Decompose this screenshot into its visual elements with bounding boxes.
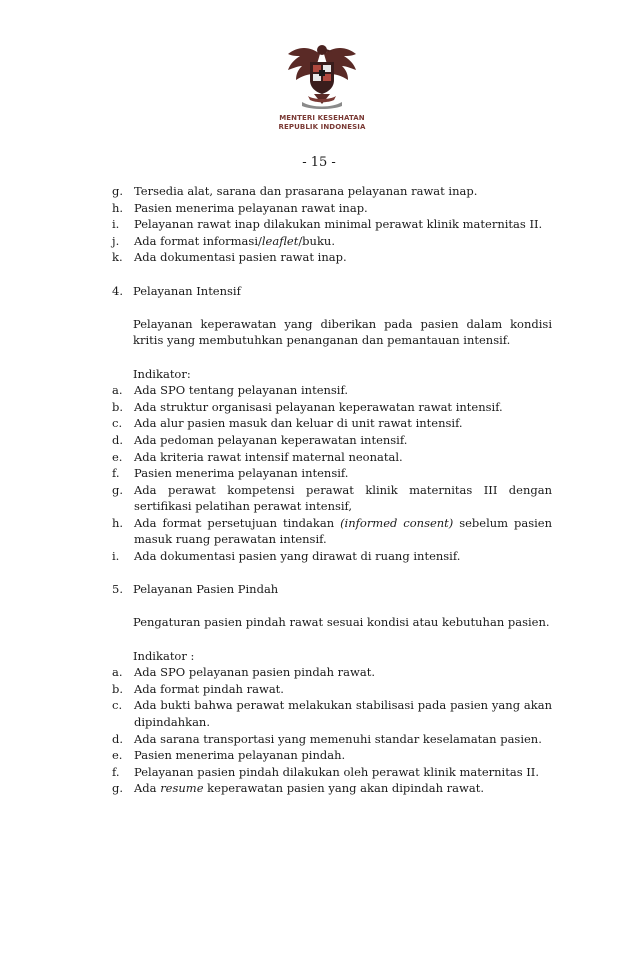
list-label: b. <box>112 681 124 696</box>
document-body <box>112 183 552 797</box>
section-title: Pelayanan Pasien Pindah <box>133 582 279 597</box>
text-part: Ada <box>134 781 161 796</box>
ministry-line-2: REPUBLIK INDONESIA <box>278 123 366 131</box>
list-item <box>112 249 552 266</box>
list-text: Ada bukti bahwa perawat melakukan stabilisasi pada pasien yang akan dipindahkan. <box>134 698 552 729</box>
section-title: Pelayanan Intensif <box>133 283 241 298</box>
list-text: Pelayanan rawat inap dilakukan minimal perawat klinik maternitas II. <box>134 217 543 232</box>
list-item <box>112 747 552 764</box>
list-label: e. <box>112 748 123 763</box>
section-number: 4. <box>112 283 123 298</box>
list-text: Pasien menerima pelayanan rawat inap. <box>134 200 368 215</box>
list-text: Tersedia alat, sarana dan prasarana pelayanan rawat inap. <box>134 184 478 198</box>
list-item <box>112 548 552 565</box>
italic-term: resume <box>160 781 204 796</box>
list-label: c. <box>112 698 123 713</box>
list-item <box>112 697 552 730</box>
page-number: - 15 - <box>302 155 336 170</box>
list-item <box>112 399 552 416</box>
list-text: Pasien menerima pelayanan intensif. <box>134 466 349 481</box>
list-item <box>112 664 552 681</box>
list-label: f. <box>112 466 120 481</box>
list-text <box>134 233 552 250</box>
list-label: b. <box>112 399 124 414</box>
list-label: j. <box>112 233 120 248</box>
text-part: Ada format informasi/ <box>134 233 262 248</box>
list-label: d. <box>112 731 124 746</box>
list-label: f. <box>112 764 120 779</box>
text-part: keperawatan pasien yang akan dipindah rawat. <box>203 781 484 796</box>
list-text <box>134 780 552 797</box>
continued-list <box>112 183 552 266</box>
list-label: g. <box>112 482 124 497</box>
list-item <box>112 233 552 250</box>
list-item <box>112 465 552 482</box>
list-text: Ada format pindah rawat. <box>134 681 284 696</box>
list-text: Ada alur pasien masuk dan keluar di unit rawat intensif. <box>134 416 463 431</box>
list-text: Ada dokumentasi pasien rawat inap. <box>134 250 347 265</box>
list-item <box>112 200 552 217</box>
list-item <box>112 764 552 781</box>
section-4-indicators <box>112 382 552 565</box>
text-part: /buku. <box>298 233 335 248</box>
list-label: d. <box>112 432 124 447</box>
list-label: i. <box>112 217 120 232</box>
list-text: Ada struktur organisasi pelayanan keperawatan rawat intensif. <box>134 399 503 414</box>
section-5-description: Pengaturan pasien pindah rawat sesuai kondisi atau kebutuhan pasien. <box>133 615 550 630</box>
list-label: c. <box>112 416 123 431</box>
italic-term: (informed consent) <box>340 515 454 530</box>
section-4-heading <box>112 283 552 300</box>
text-part: sebelum pasien masuk ruang perawatan intensif. <box>134 515 553 547</box>
list-item <box>112 449 552 466</box>
indikator-label: Indikator : <box>133 648 195 663</box>
list-item <box>112 382 552 399</box>
list-item <box>112 415 552 432</box>
list-label: a. <box>112 383 123 398</box>
letterhead <box>266 40 378 132</box>
list-text: Pasien menerima pelayanan pindah. <box>134 748 346 763</box>
list-item <box>112 183 552 200</box>
list-label: h. <box>112 515 124 530</box>
list-label: h. <box>112 200 124 215</box>
list-text <box>134 515 552 548</box>
section-4-description: Pelayanan keperawatan yang diberikan pada pasien dalam kondisi kritis yang membutuhkan penanganan dan pemantauan intensif. <box>133 316 552 348</box>
list-text: Pelayanan pasien pindah dilakukan oleh perawat klinik maternitas II. <box>134 764 540 779</box>
list-text: Ada SPO tentang pelayanan intensif. <box>134 383 348 398</box>
list-label: a. <box>112 665 123 680</box>
list-item <box>112 432 552 449</box>
list-text: Ada dokumentasi pasien yang dirawat di ruang intensif. <box>134 549 461 564</box>
list-label: g. <box>112 781 124 796</box>
list-text: Ada SPO pelayanan pasien pindah rawat. <box>134 665 375 680</box>
italic-term: leaflet <box>261 233 299 248</box>
section-5-indicators <box>112 664 552 797</box>
list-item <box>112 681 552 698</box>
ministry-line-1: MENTERI KESEHATAN <box>279 114 365 122</box>
section-5-heading <box>112 581 552 598</box>
list-item <box>112 780 552 797</box>
list-text: Ada perawat kompetensi perawat klinik maternitas III dengan sertifikasi pelatihan perawat intensif, <box>134 482 552 514</box>
indikator-label: Indikator: <box>133 366 191 381</box>
garuda-emblem-icon <box>280 40 364 110</box>
section-number: 5. <box>112 582 123 597</box>
text-part: Ada format persetujuan tindakan <box>134 515 341 530</box>
list-label: g. <box>112 184 124 198</box>
list-label: i. <box>112 549 120 564</box>
list-item <box>112 216 552 233</box>
list-item <box>112 515 552 548</box>
list-item <box>112 482 552 515</box>
list-label: k. <box>112 250 123 265</box>
list-label: e. <box>112 449 123 464</box>
ministry-name <box>266 114 378 132</box>
list-text: Ada sarana transportasi yang memenuhi standar keselamatan pasien. <box>134 731 542 746</box>
list-text: Ada pedoman pelayanan keperawatan intensif. <box>134 432 408 447</box>
list-text: Ada kriteria rawat intensif maternal neonatal. <box>134 449 403 464</box>
list-item <box>112 731 552 748</box>
